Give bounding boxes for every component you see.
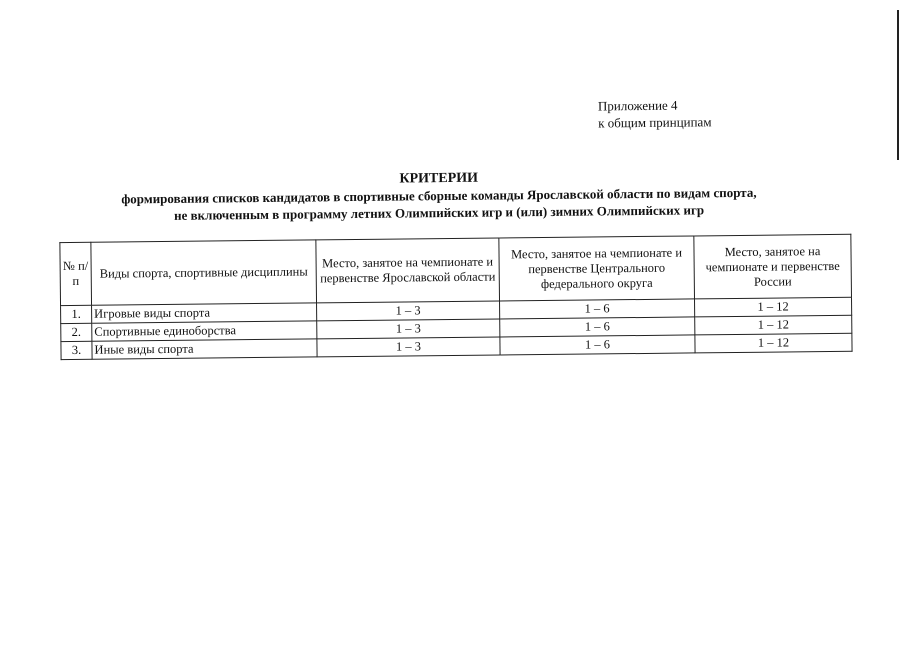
criteria-table — [59, 234, 852, 360]
appendix-line-1: Приложение 4 — [597, 97, 678, 114]
heading-title: КРИТЕРИИ — [399, 170, 479, 187]
row-number: 1. — [61, 305, 92, 323]
document-heading — [39, 166, 839, 225]
row-region-place: 1 – 3 — [317, 337, 500, 357]
header-district-place: Место, занятое на чемпионате и первенстве Центрального федерального округа — [499, 236, 695, 301]
header-number: № п/п — [60, 242, 92, 305]
header-region-place: Место, занятое на чемпионате и первенстве Ярославской области — [316, 238, 500, 303]
row-russia-place: 1 – 12 — [695, 297, 852, 317]
header-russia-place: Место, занятое на чемпионате и первенстве России — [694, 234, 852, 299]
row-russia-place: 1 – 12 — [695, 333, 852, 353]
row-region-place: 1 – 3 — [317, 319, 500, 339]
heading-line-2: не включенным в программу летних Олимпийских игр и (или) зимних Олимпийских игр — [174, 202, 705, 223]
row-sport: Игровые виды спорта — [92, 303, 317, 323]
row-district-place: 1 – 6 — [500, 335, 695, 355]
row-number: 2. — [61, 323, 92, 341]
row-district-place: 1 – 6 — [500, 317, 695, 337]
appendix-line-2: к общим принципам — [598, 114, 712, 131]
table-header-row — [60, 234, 852, 305]
row-sport: Спортивные единоборства — [92, 321, 317, 341]
appendix-note — [598, 96, 712, 131]
row-russia-place: 1 – 12 — [695, 315, 852, 335]
header-sport: Виды спорта, спортивные дисциплины — [91, 240, 317, 305]
heading-line-1: формирования списков кандидатов в спортивные сборные команды Ярославской области по видам спорта, — [121, 184, 757, 207]
row-number: 3. — [61, 341, 92, 359]
row-sport: Иные виды спорта — [92, 339, 317, 359]
row-district-place: 1 – 6 — [500, 299, 695, 319]
row-region-place: 1 – 3 — [317, 301, 500, 321]
